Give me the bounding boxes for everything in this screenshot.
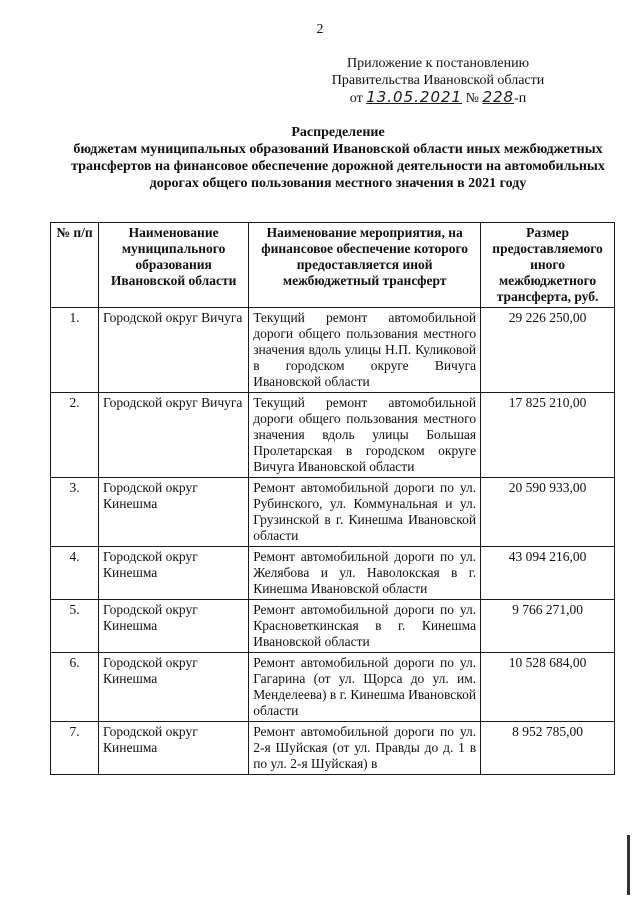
page-number: 2 — [316, 22, 324, 37]
row-amount: 20 590 933,00 — [481, 478, 615, 547]
row-activity: Текущий ремонт автомобильной дороги общего пользования местного значения вдоль улицы Н.П. Куликовой в городском округе Вичуга Ивановской области — [249, 308, 481, 393]
table-header-row — [51, 223, 615, 308]
row-amount: 17 825 210,00 — [481, 393, 615, 478]
row-num: 4. — [51, 547, 99, 600]
row-activity: Текущий ремонт автомобильной дороги общего пользования местного значения вдоль улицы Большая Пролетарская в городском округе Вичуга Ивановской области — [249, 393, 481, 478]
table-row — [51, 722, 615, 775]
header-num: № п/п — [51, 223, 99, 308]
appendix-line-3 — [288, 89, 588, 107]
number-sign: № — [465, 91, 479, 106]
table-row — [51, 393, 615, 478]
table-row — [51, 308, 615, 393]
table-row — [51, 600, 615, 653]
row-amount: 9 766 271,00 — [481, 600, 615, 653]
appendix-block — [288, 55, 588, 107]
row-num: 3. — [51, 478, 99, 547]
title-heading: Распределение — [291, 125, 385, 140]
row-amount: 10 528 684,00 — [481, 653, 615, 722]
row-municipality: Городской округ Кинешма — [99, 600, 249, 653]
appendix-line-2: Правительства Ивановской области — [331, 73, 545, 88]
row-municipality: Городской округ Вичуга — [99, 308, 249, 393]
table-row — [51, 478, 615, 547]
row-municipality: Городской округ Кинешма — [99, 722, 249, 775]
row-amount: 8 952 785,00 — [481, 722, 615, 775]
row-num: 1. — [51, 308, 99, 393]
row-activity: Ремонт автомобильной дороги по ул. Рубинского, ул. Коммунальная и ул. Грузинской в г. Кинешма Ивановской области — [249, 478, 481, 547]
appendix-line-1: Приложение к постановлению — [346, 56, 530, 71]
header-municipality: Наименование муниципального образования Ивановской области — [99, 223, 249, 308]
row-municipality: Городской округ Кинешма — [99, 547, 249, 600]
row-amount: 43 094 216,00 — [481, 547, 615, 600]
resolution-number: 228 — [482, 88, 515, 106]
document-title — [68, 124, 608, 192]
row-amount: 29 226 250,00 — [481, 308, 615, 393]
header-amount: Размер предоставляемого иного межбюджетного трансферта, руб. — [481, 223, 615, 308]
row-activity: Ремонт автомобильной дороги по ул. Красноветкинская в г. Кинешма Ивановской области — [249, 600, 481, 653]
distribution-table — [50, 222, 615, 775]
header-activity: Наименование мероприятия, на финансовое обеспечение которого предоставляется иной межбюджетный трансферт — [249, 223, 481, 308]
row-num: 2. — [51, 393, 99, 478]
appendix-prefix: от — [349, 91, 363, 106]
resolution-date: 13.05.2021 — [366, 88, 463, 106]
table-row — [51, 547, 615, 600]
title-subtitle: бюджетам муниципальных образований Ивановской области иных межбюджетных трансфертов на финансовое обеспечение дорожной деятельности на автомобильных дорогах общего пользования местного значения в 2021 году — [71, 142, 605, 191]
row-num: 5. — [51, 600, 99, 653]
row-municipality: Городской округ Вичуга — [99, 393, 249, 478]
scan-edge-mark — [627, 835, 630, 895]
row-activity: Ремонт автомобильной дороги по ул. 2-я Шуйская (от ул. Правды до д. 1 в по ул. 2-я Шуйская) в — [249, 722, 481, 775]
row-activity: Ремонт автомобильной дороги по ул. Гагарина (от ул. Щорса до ул. им. Менделеева) в г. Кинешма Ивановской области — [249, 653, 481, 722]
row-num: 6. — [51, 653, 99, 722]
row-activity: Ремонт автомобильной дороги по ул. Желябова и ул. Наволокская в г. Кинешма Ивановской области — [249, 547, 481, 600]
row-municipality: Городской округ Кинешма — [99, 478, 249, 547]
row-municipality: Городской округ Кинешма — [99, 653, 249, 722]
table-row — [51, 653, 615, 722]
appendix-suffix: -п — [514, 91, 527, 106]
row-num: 7. — [51, 722, 99, 775]
